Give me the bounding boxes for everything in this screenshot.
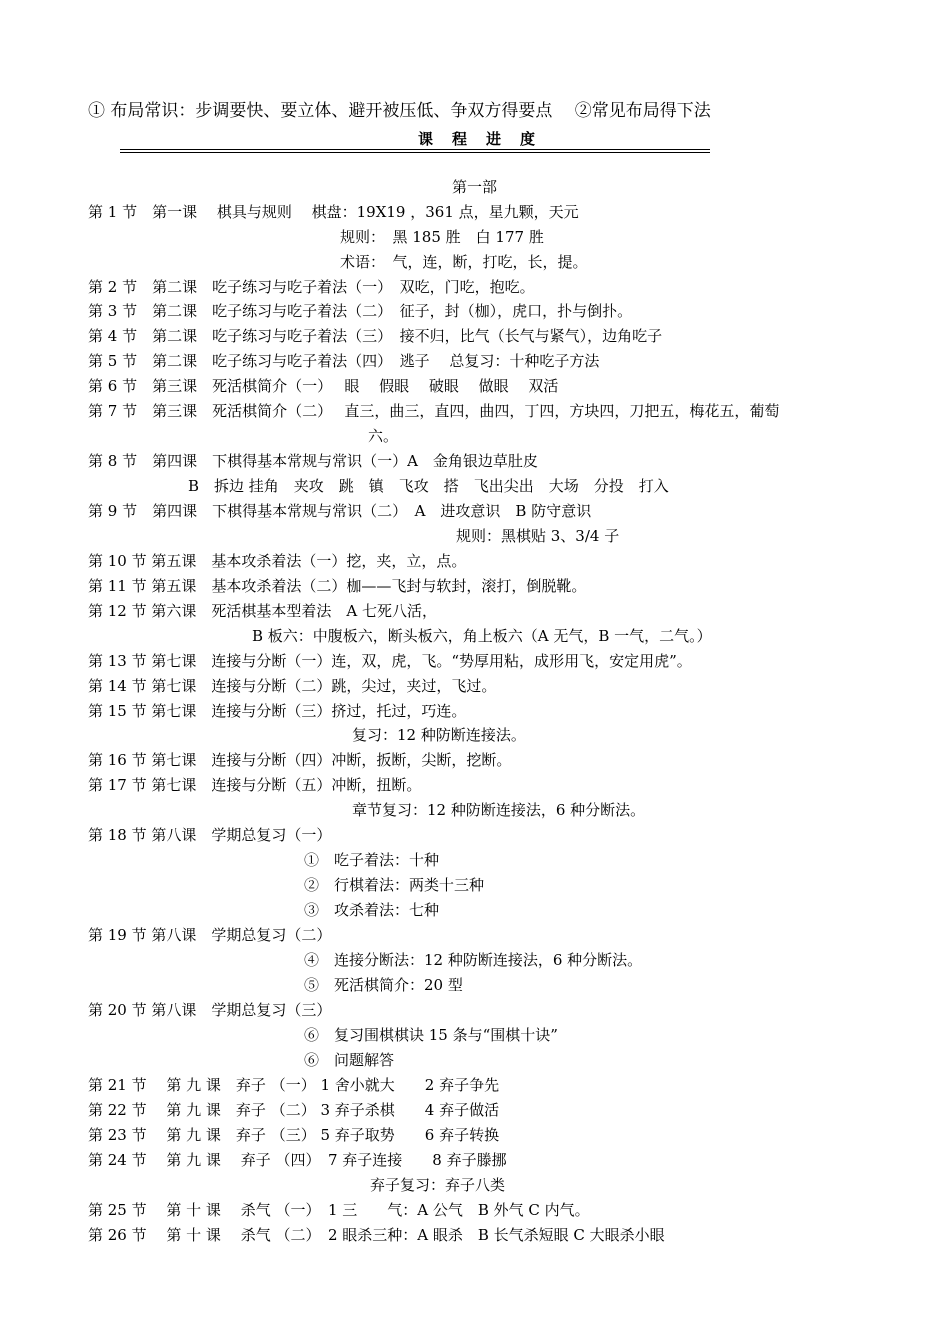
review-item: ① 吃子着法：十种 <box>304 851 440 869</box>
lesson-line: 第 22 节 第 九 课 弃子 （二） 3 弃子杀棋 4 弃子做活 <box>88 1101 500 1119</box>
review-item: ⑥ 问题解答 <box>304 1051 395 1069</box>
lesson-line: 第 17 节 第七课 连接与分断（五）冲断，扭断。 <box>88 776 422 794</box>
lesson-line: 第 24 节 第 九 课 弃子 （四） 7 弃子连接 8 弃子滕挪 <box>88 1151 507 1169</box>
lesson-detail: B 拆边 挂角 夹攻 跳 镇 飞攻 搭 飞出尖出 大场 分投 打入 <box>188 477 669 495</box>
lesson-line: 第 16 节 第七课 连接与分断（四）冲断，扳断，尖断，挖断。 <box>88 751 512 769</box>
lesson-line: 第 19 节 第八课 学期总复习（二） <box>88 926 332 944</box>
lesson-line: 第 6 节 第三课 死活棋简介（一） 眼 假眼 破眼 做眼 双活 <box>88 377 559 395</box>
intro-line: ① 布局常识：步调要快、要立体、避开被压低、争双方得要点 ②常见布局得下法 <box>88 101 711 121</box>
lesson-line: 第 3 节 第二课 吃子练习与吃子着法（二） 征子，封（枷），虎口，扑与倒扑。 <box>88 302 633 320</box>
lesson-line: 第 10 节 第五课 基本攻杀着法（一）挖，夹，立，点。 <box>88 552 467 570</box>
lesson-line: 第 5 节 第二课 吃子练习与吃子着法（四） 逃子 总复习：十种吃子方法 <box>88 352 600 370</box>
lesson-line: 第 20 节 第八课 学期总复习（三） <box>88 1001 332 1019</box>
lesson-line: 第 11 节 第五课 基本攻杀着法（二）枷——飞封与软封，滚打，倒脱靴。 <box>88 577 587 595</box>
lesson-line: 第 23 节 第 九 课 弃子 （三） 5 弃子取势 6 弃子转换 <box>88 1126 500 1144</box>
lesson-line: 第 21 节 第 九 课 弃子 （一） 1 舍小就大 2 弃子争先 <box>88 1076 500 1094</box>
lesson-detail: 六。 <box>368 427 399 445</box>
lesson-line: 第 13 节 第七课 连接与分断（一）连，双，虎，飞。“势厚用粘，成形用飞，安定用虎”。 <box>88 652 692 670</box>
lesson-detail: 章节复习：12 种防断连接法，6 种分断法。 <box>352 801 646 819</box>
lesson-detail: B 板六：中腹板六，断头板六，角上板六（A 无气，B 一气，二气。） <box>252 627 712 645</box>
review-item: ③ 攻杀着法：七种 <box>304 901 440 919</box>
lesson-line: 第 7 节 第三课 死活棋简介（二） 直三，曲三，直四，曲四，丁四，方块四，刀把五，梅花五，葡萄 <box>88 402 780 420</box>
lesson-line: 第 9 节 第四课 下棋得基本常规与常识（二） A 进攻意识 B 防守意识 <box>88 502 592 520</box>
lesson-line: 第 14 节 第七课 连接与分断（二）跳，尖过，夹过，飞过。 <box>88 677 497 695</box>
lesson-line: 第 1 节 第一课 棋具与规则 棋盘：19X19 ，361 点，星九颗，天元 <box>88 203 579 221</box>
lesson-line: 第 18 节 第八课 学期总复习（一） <box>88 826 332 844</box>
lesson-detail: 术语： 气，连，断，打吃，长，提。 <box>340 253 588 271</box>
lesson-detail: 规则：黑棋贴 3、3/4 子 <box>456 527 620 545</box>
review-item: ⑥ 复习围棋棋诀 15 条与“围棋十诀” <box>304 1026 558 1044</box>
page-title: 课 程 进 度 <box>418 130 538 148</box>
lesson-line: 第 25 节 第 十 课 杀气 （一） 1 三 气：A 公气 B 外气 C 内气。 <box>88 1201 590 1219</box>
lesson-line: 第 12 节 第六课 死活棋基本型着法 A 七死八活， <box>88 602 437 620</box>
lesson-detail: 弃子复习：弃子八类 <box>370 1176 506 1194</box>
review-item: ⑤ 死活棋简介：20 型 <box>304 976 463 994</box>
title-rule-bottom <box>120 152 710 153</box>
review-item: ④ 连接分断法：12 种防断连接法，6 种分断法。 <box>304 951 643 969</box>
lesson-detail: 复习：12 种防断连接法。 <box>352 726 526 744</box>
lesson-line: 第 26 节 第 十 课 杀气 （二） 2 眼杀三种：A 眼杀 B 长气杀短眼 C 大眼杀小眼 <box>88 1226 665 1244</box>
part-heading: 第一部 <box>452 178 498 196</box>
lesson-detail: 规则： 黑 185 胜 白 177 胜 <box>340 228 544 246</box>
title-rule-top <box>120 149 710 150</box>
review-item: ② 行棋着法：两类十三种 <box>304 876 485 894</box>
lesson-line: 第 2 节 第二课 吃子练习与吃子着法（一） 双吃，门吃，抱吃。 <box>88 278 535 296</box>
lesson-line: 第 15 节 第七课 连接与分断（三）挤过，托过，巧连。 <box>88 702 467 720</box>
lesson-line: 第 4 节 第二课 吃子练习与吃子着法（三） 接不归，比气（长气与紧气），边角吃子 <box>88 327 663 345</box>
lesson-line: 第 8 节 第四课 下棋得基本常规与常识（一）A 金角银边草肚皮 <box>88 452 538 470</box>
